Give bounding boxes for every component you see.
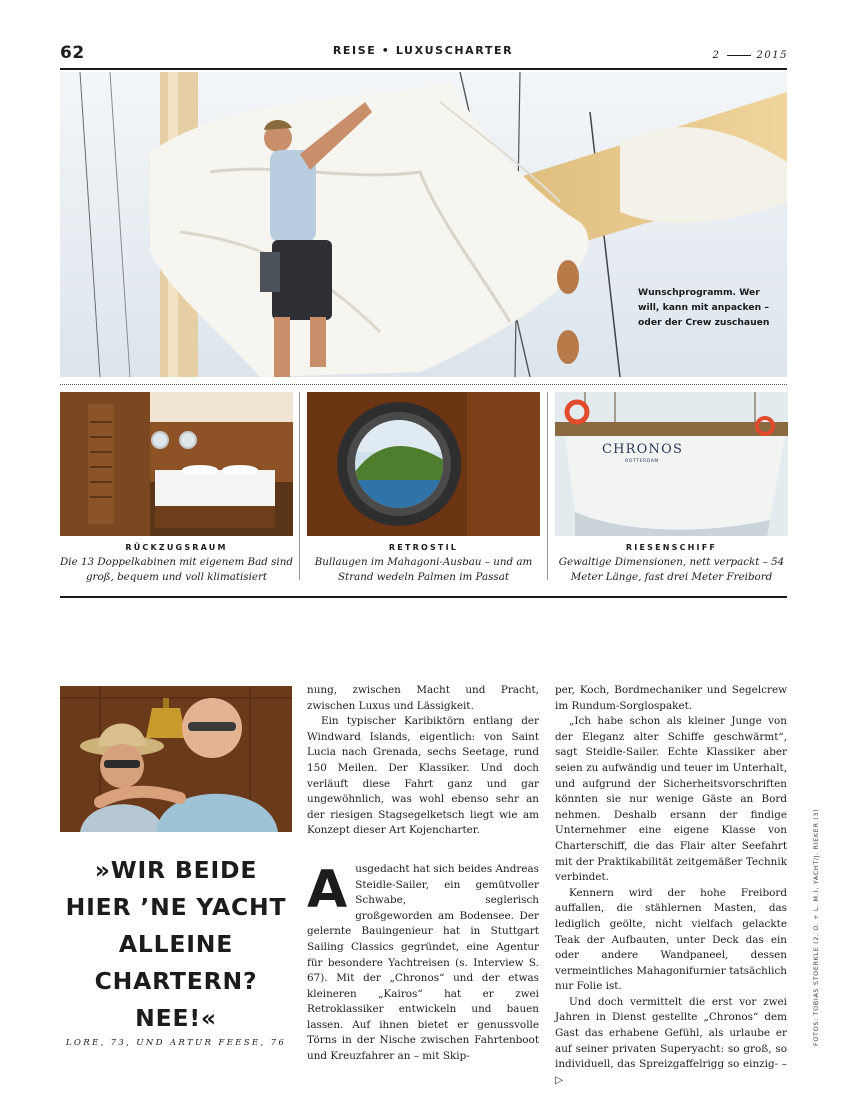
article-column-2 <box>307 683 539 1065</box>
yacht-stern-illustration <box>555 392 788 536</box>
column-separator <box>299 392 300 580</box>
article-paragraph: nung, zwischen Macht und Pracht, zwischen Luxus und Lässigkeit. <box>307 684 539 712</box>
pull-quote: »WIR BEIDE HIER ’NE YACHT ALLEINE CHARTERN? NEE!« <box>65 856 287 1032</box>
thumb-caption-label: RÜCKZUGSRAUM <box>125 543 228 552</box>
thumb-caption-3 <box>555 543 788 585</box>
article-paragraph: Und doch vermittelt die erst vor zwei Jahren in Dienst gestellte „Chronos“ dem Gast das erhabene Gefühl, als urlaube er auf seiner privaten Superyacht: so groß, so individuell, das Spreizgaffelrigg so einzig- –▷ <box>555 995 787 1086</box>
article-paragraph-dropcap <box>307 859 539 1065</box>
article-paragraph: per, Koch, Bordmechaniker und Segelcrew im Rundum-Sorglospaket. <box>555 684 787 712</box>
thumb-caption-2 <box>307 543 540 585</box>
guests-portrait-illustration <box>60 686 292 832</box>
cabin-photo <box>60 392 293 536</box>
column-separator <box>547 392 548 580</box>
thumb-caption-text: Bullaugen im Mahagoni-Ausbau – und am Strand wedeln Palmen im Passat <box>314 556 533 583</box>
porthole-illustration <box>307 392 540 536</box>
dotted-divider <box>60 384 787 385</box>
header-rule <box>60 68 787 70</box>
thumb-caption-1 <box>60 543 293 585</box>
article-paragraph-text: usgedacht hat sich beides Andreas Steidle-Sailer, ein gemütvoller Schwabe, seglerisch großgeworden am Bodensee. Der gelernte Bauingenieur hat in Stuttgart Sailing Classics gegründet, eine Agentur für besondere Yachtreisen (s. Interview S. 67). Mit der „Chronos“ und der etwas kleineren „Kairos“ hat er zwei Retroklassiker entwickeln und bauen lassen. Auf ihnen bietet er genussvolle Törns in der Nische zwischen Fahrtenboot und Kreuzfahrer an – mit Skip- <box>307 862 539 1063</box>
photo-credit: FOTOS: TOBIAS STOERKLE (2, O. + L. M.), YACHT/J. RIEKER (3) <box>812 808 820 1046</box>
issue-year: 2015 <box>756 50 788 61</box>
hero-photo <box>60 72 787 377</box>
guests-portrait-photo <box>60 686 292 832</box>
boat-name-lettering: CHRONOS <box>602 442 684 457</box>
yacht-stern-photo <box>555 392 788 536</box>
thumb-caption-text: Gewaltige Dimensionen, nett verpackt – 54 Meter Länge, fast drei Meter Freibord <box>558 556 785 583</box>
section-rule <box>60 596 787 598</box>
issue-number: 2 <box>712 50 721 61</box>
article-paragraph: Ein typischer Karibiktörn entlang der Windward Islands, eigentlich: von Saint Lucia nach Grenada, sechs Seetage, rund 150 Meilen. Der Klassiker. Und doch verläuft diese Fahrt ganz und gar ungewöhnlich, was wohl ebenso sehr an der riesigen Stagsegelketsch liegt wie am Konzept dieser Art Kojencharter. <box>307 715 539 837</box>
article-column-3 <box>555 683 787 1088</box>
article-paragraph: Kennern wird der hohe Freibord auffallen, die stählernen Masten, das lediglich geölte, nicht vielfach gelackte Teak der Aufbauten, unter Deck das ein oder andere Wandpaneel, dessen vermeintliches Mahagonifurnier tatsächlich nur Folie ist. <box>555 886 787 993</box>
article-paragraph: „Ich habe schon als kleiner Junge von der Eleganz alter Schiffe geschwärmt“, sagt Steidle-Sailer. Echte Klassiker aber seien zu aufwändig und teuer im Unterhalt, und aufgrund der Sicherheitsvorschriften könnten sie nur wenige Gäste an Bord nehmen. Deshalb ersann der findige Unternehmer eine eigene Klasse von Charterschiff, die das Flair alter Seefahrt mit der Praktikabilität zeitgemäßer Technik verbindet. <box>555 715 787 884</box>
section-title: REISE • LUXUSCHARTER <box>332 44 514 57</box>
paragraph-gap <box>307 839 539 862</box>
boat-port-lettering: ROTTERDAM <box>625 459 659 464</box>
pull-quote-attribution: LORE, 73, UND ARTUR FEESE, 76 <box>65 1038 287 1048</box>
hero-caption: Wunschprogramm. Wer will, kann mit anpacken – oder der Crew zuschauen <box>638 287 770 328</box>
issue-date <box>713 50 788 61</box>
page-number: 62 <box>60 43 85 63</box>
issue-dash <box>727 55 751 56</box>
hero-illustration <box>60 72 787 377</box>
thumb-caption-label: RETROSTIL <box>388 543 459 552</box>
drop-cap: A <box>307 859 348 920</box>
thumb-caption-label: RIESENSCHIFF <box>625 543 718 552</box>
cabin-illustration <box>60 392 293 536</box>
porthole-photo <box>307 392 540 536</box>
thumb-caption-text: Die 13 Doppelkabinen mit eigenem Bad sind groß, bequem und voll klimatisiert <box>60 556 293 583</box>
